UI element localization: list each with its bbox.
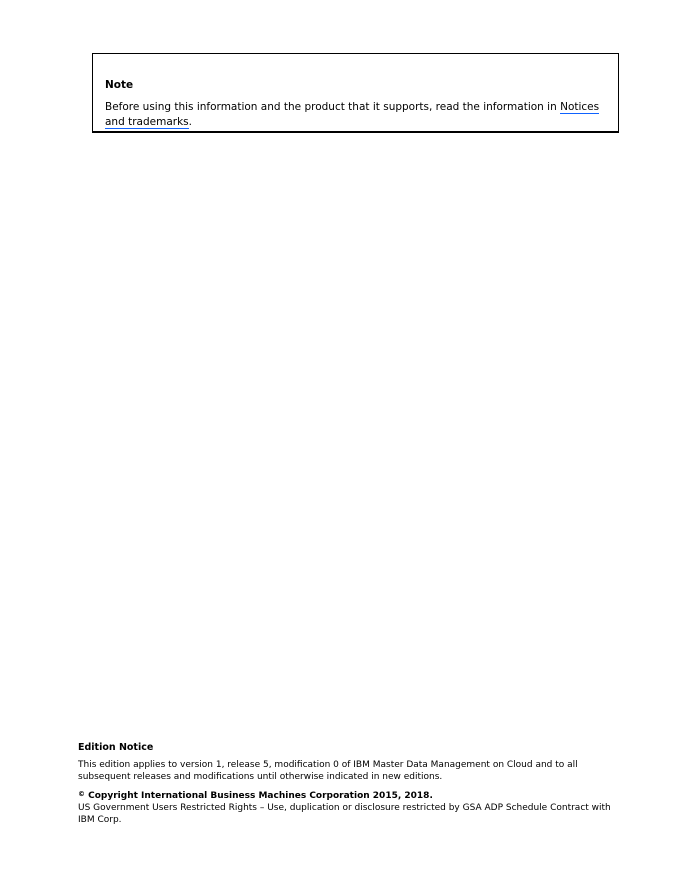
copyright-text: Copyright International Business Machines Corporation 2015, 2018. — [85, 791, 433, 801]
note-text-end: . — [188, 116, 192, 128]
edition-notice — [78, 741, 618, 826]
note-box — [92, 53, 619, 133]
edition-notice-text: This edition applies to version 1, release 5, modification 0 of IBM Master Data Management on Cloud and to all subsequent releases and modifications until otherwise indicated in new editions. — [78, 760, 578, 782]
notices-and-trademarks-link[interactable]: Notices and trademarks — [105, 101, 600, 128]
note-title: Note — [105, 79, 134, 91]
note-text: Before using this information and the product that it supports, read the information in — [105, 101, 561, 113]
note-body — [105, 100, 606, 130]
copyright-symbol: © — [78, 790, 85, 798]
restricted-rights-text: US Government Users Restricted Rights – Use, duplication or disclosure restricted by GSA ADP Schedule Contract with IBM Corp. — [78, 803, 611, 825]
copyright-line — [78, 788, 618, 802]
edition-notice-title: Edition Notice — [78, 742, 154, 753]
